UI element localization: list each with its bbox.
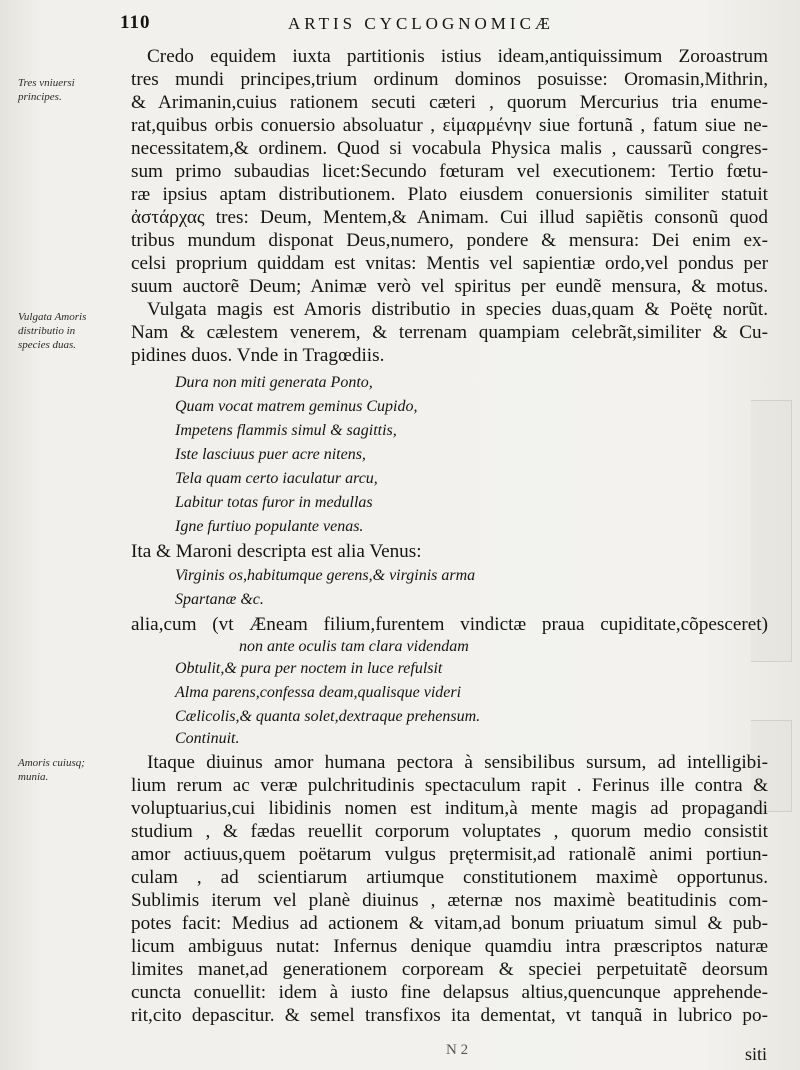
verse-line: Obtulit,& pura per noctem in luce refulsit (175, 660, 443, 677)
text-line: pidines duos. Vnde in Tragœdiis. (131, 345, 385, 366)
text-line: ræ ipsius aptam distributionem. Plato eiusdem conuersionis similiter statuit (131, 184, 768, 205)
text-line: suum auctorẽ Deum; Animæ verò vel spiritus per eundẽ mensura, & motus. (131, 276, 768, 297)
text-line: alia,cum (vt Æneam filium,furentem vindictæ praua cupiditate,cõpesceret) (131, 614, 768, 635)
text-line: sum primo subaudias licet:Secundo fœturam vel executionem: Tertio fœtu- (131, 161, 768, 182)
page-header (120, 12, 770, 38)
text-line: cuncta conuellit: idem à iusto fine delapsus altius,quencunque apprehende- (131, 982, 768, 1003)
text-line: rit,cito depascitur. & semel transfixos ita dementat, vt tanquã in lubrico po- (131, 1005, 768, 1026)
margin-note-amoris-munia: Amoris cuiusq; munia. (18, 757, 85, 783)
text-line: rat,quibus orbis conuersio absoluatur , εἱμαρμένην siue fortunã , fatum siue ne- (131, 115, 768, 136)
text-line: studium , & fædas reuellit corporum voluptates , quorum medio consistit (131, 821, 768, 842)
text-line: Vulgata magis est Amoris distributio in species duas,quam & Poëtę norũt. (147, 299, 768, 320)
text-line: tribus mundum disponat Deus,numero, pondere & mensura: Dei enim ex- (131, 230, 768, 251)
margin-note-vulgata-amoris: Vulgata Amoris distributio in species duas. (18, 311, 87, 351)
text-line: amor actiuus,quem poëtarum vulgus prętermisit,ad rationalẽ animi portiun- (131, 844, 768, 865)
text-line: tres mundi principes,trium ordinum dominos posuisse: Oromasin,Mithrin, (131, 69, 768, 90)
verse-line: Igne furtiuo populante venas. (175, 518, 364, 535)
verse-line: Alma parens,confessa deam,qualisque videri (175, 684, 462, 701)
text-line: Sublimis iterum vel planè diuinus , æternæ nos maximè beatitudinis com- (131, 890, 768, 911)
running-title: ARTIS CYCLOGNOMICÆ (288, 14, 555, 33)
text-line: potes facit: Medius ad actionem & vitam,ad bonum priuatum simul & pub- (131, 913, 768, 934)
verse-line: Continuit. (175, 730, 240, 747)
verse-line: non ante oculis tam clara videndam (239, 638, 469, 655)
text-line: celsi proprium quiddam est vnitas: Mentis vel sapientiæ ordo,vel pondus per (131, 253, 768, 274)
verse-line: Impetens flammis simul & sagittis, (175, 422, 397, 439)
verse-line: Dura non miti generata Ponto, (175, 374, 373, 391)
text-line: culam , ad scientiarum artiumque constitutionem maximè opportunus. (131, 867, 768, 888)
margin-note-tres-principes: Tres vniuersi principes. (18, 77, 75, 103)
text-line: Nam & cælestem venerem, & terrenam quampiam celebrãt,similiter & Cu- (131, 322, 768, 343)
verse-line: Cælicolis,& quanta solet,dextraque prehensum. (175, 708, 481, 725)
text-line: licum ambiguus nutat: Infernus denique quamdiu intra præscriptos naturæ (131, 936, 768, 957)
verse-line: Labitur totas furor in medullas (175, 494, 373, 511)
verse-line: Tela quam certo iaculatur arcu, (175, 470, 378, 487)
text-line: voluptuarius,cui libidinis nomen est inditum,à mente magis ad propagandi (131, 798, 768, 819)
text-line: limites manet,ad generationem corpoream & speciei perpetuitatẽ deorsum (131, 959, 768, 980)
text-line: lium rerum ac veræ pulchritudinis spectaculum rapit . Ferinus ille contra & (131, 775, 768, 796)
text-line: Itaque diuinus amor humana pectora à sensibilibus sursum, ad intelligibi- (147, 752, 768, 773)
folio-number: 110 (120, 12, 151, 33)
verse-line: Virginis os,habitumque gerens,& virginis arma (175, 567, 476, 584)
catchword: siti (744, 1044, 767, 1064)
text-line: Ita & Maroni descripta est alia Venus: (131, 541, 422, 562)
text-line: ἀστάρχας tres: Deum, Mentem,& Animam. Cui illud sapiẽtis consonũ quod (131, 207, 768, 228)
verse-line: Iste lasciuus puer acre nitens, (175, 446, 366, 463)
text-line: necessitatem,& ordinem. Quod si vocabula Physica malis , caussarũ congres- (131, 138, 768, 159)
verse-line: Spartanæ &c. (175, 591, 264, 608)
text-line: Credo equidem iuxta partitionis istius ideam,antiquissimum Zoroastrum (147, 46, 768, 67)
signature-mark: N 2 (446, 1042, 469, 1058)
text-line: & Arimanin,cuius rationem secuti cæteri , quorum Mercurius tria enume- (131, 92, 768, 113)
verse-line: Quam vocat matrem geminus Cupido, (175, 398, 418, 415)
